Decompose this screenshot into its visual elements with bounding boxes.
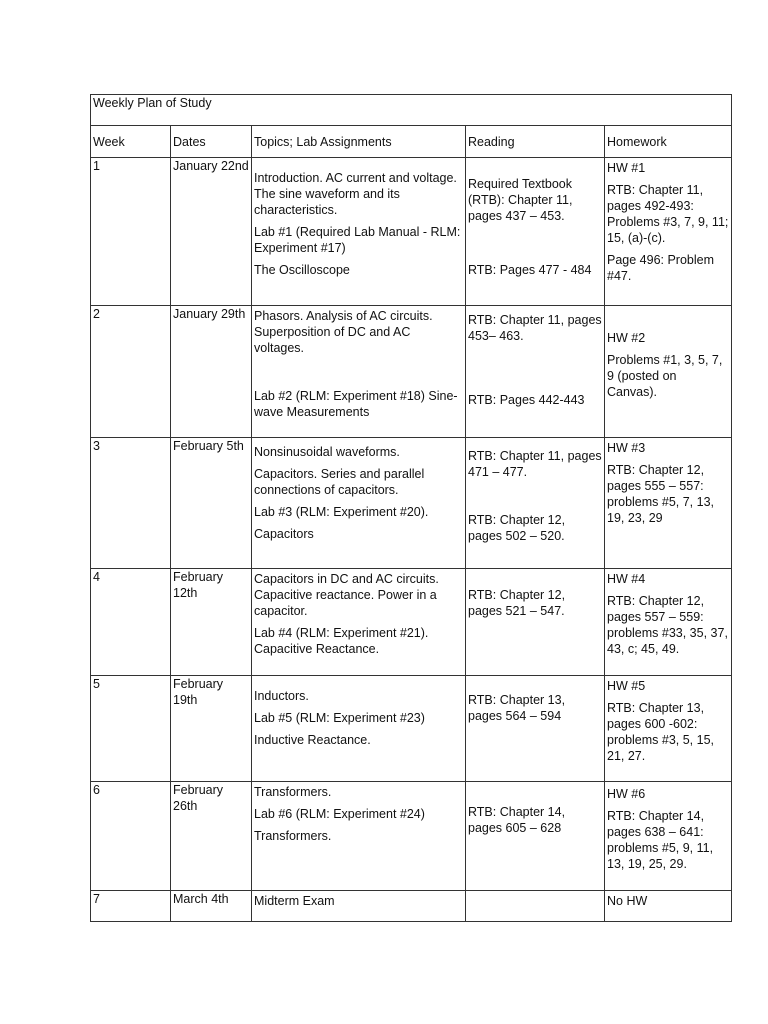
dates-cell: February 12th [171, 569, 252, 676]
homework-cell-line: HW #2 [607, 331, 646, 345]
homework-cell-line: RTB: Chapter 11, pages 492-493: Problems #3, 7, 9, 11; 15, (a)-(c). [607, 183, 729, 245]
header-row [91, 126, 732, 158]
dates-cell: January 22nd [171, 158, 252, 306]
topics-cell-content [254, 676, 463, 748]
homework-cell-line: HW #1 [607, 161, 646, 175]
reading-cell-content [468, 158, 602, 278]
homework-cell [605, 676, 732, 782]
reading-cell-content [468, 306, 602, 408]
reading-cell-line: RTB: Pages 442-443 [468, 393, 585, 407]
topics-cell-content [254, 306, 463, 420]
table-row [91, 782, 732, 891]
homework-cell-content [607, 438, 729, 526]
topics-cell-content [254, 782, 463, 844]
topics-cell [252, 569, 466, 676]
homework-cell [605, 782, 732, 891]
dates-cell: February 26th [171, 782, 252, 891]
topics-cell-line: Capacitors. Series and parallel connections of capacitors. [254, 467, 425, 497]
reading-cell-content [468, 782, 602, 836]
topics-cell [252, 891, 466, 922]
week-cell: 2 [91, 306, 171, 438]
topics-cell-line: Capacitors in DC and AC circuits. Capacitive reactance. Power in a capacitor. [254, 572, 439, 618]
homework-cell-line: RTB: Chapter 13, pages 600 -602: problems #3, 5, 15, 21, 27. [607, 701, 715, 763]
topics-cell-line: Lab #3 (RLM: Experiment #20). [254, 505, 429, 519]
header-homework: Homework [605, 126, 732, 158]
topics-cell-content [254, 438, 463, 542]
topics-cell-line: Lab #1 (Required Lab Manual - RLM: Experiment #17) [254, 225, 461, 255]
topics-cell-line: Capacitors [254, 527, 314, 541]
reading-cell-line: RTB: Chapter 14, pages 605 – 628 [468, 805, 566, 835]
homework-cell [605, 891, 732, 922]
reading-cell [466, 158, 605, 306]
topics-cell-line: Lab #6 (RLM: Experiment #24) [254, 807, 425, 821]
reading-cell-content [468, 891, 602, 893]
homework-cell-content [607, 676, 729, 764]
header-reading: Reading [466, 126, 605, 158]
homework-cell-line: HW #6 [607, 787, 646, 801]
topics-cell-line: Inductors. [254, 689, 309, 703]
topics-cell-line: Lab #4 (RLM: Experiment #21). Capacitive Reactance. [254, 626, 429, 656]
homework-cell-content [607, 891, 729, 909]
homework-cell-line: HW #3 [607, 441, 646, 455]
topics-cell-line: Lab #2 (RLM: Experiment #18) Sine-wave Measurements [254, 389, 458, 419]
table-title: Weekly Plan of Study [91, 95, 732, 126]
reading-cell-content [468, 569, 602, 619]
header-topics: Topics; Lab Assignments [252, 126, 466, 158]
homework-cell [605, 158, 732, 306]
homework-cell-line: HW #4 [607, 572, 646, 586]
reading-cell-line: RTB: Pages 477 - 484 [468, 263, 592, 277]
reading-cell [466, 676, 605, 782]
homework-cell [605, 306, 732, 438]
week-cell: 7 [91, 891, 171, 922]
homework-cell-line: RTB: Chapter 14, pages 638 – 641: problems #5, 9, 11, 13, 19, 25, 29. [607, 809, 714, 871]
topics-cell-line: Inductive Reactance. [254, 733, 371, 747]
homework-cell-line: RTB: Chapter 12, pages 555 – 557: problems #5, 7, 13, 19, 23, 29 [607, 463, 715, 525]
topics-cell-line: Phasors. Analysis of AC circuits. Superposition of DC and AC voltages. [254, 309, 433, 355]
reading-cell-line: Required Textbook (RTB): Chapter 11, pages 437 – 453. [468, 177, 573, 223]
reading-cell-line: RTB: Chapter 11, pages 471 – 477. [468, 449, 602, 479]
reading-cell [466, 306, 605, 438]
topics-cell [252, 676, 466, 782]
table-row [91, 891, 732, 922]
dates-cell: February 19th [171, 676, 252, 782]
reading-cell-line: RTB: Chapter 12, pages 502 – 520. [468, 513, 566, 543]
week-cell: 6 [91, 782, 171, 891]
header-week: Week [91, 126, 171, 158]
reading-cell-line: RTB: Chapter 12, pages 521 – 547. [468, 588, 566, 618]
topics-cell [252, 158, 466, 306]
topics-cell [252, 782, 466, 891]
week-cell: 3 [91, 438, 171, 569]
homework-cell-content [607, 782, 729, 872]
table-title-row [91, 95, 732, 126]
homework-cell-content [607, 569, 729, 657]
table-row [91, 438, 732, 569]
reading-cell [466, 782, 605, 891]
dates-cell: January 29th [171, 306, 252, 438]
topics-cell-content [254, 569, 463, 657]
reading-cell [466, 891, 605, 922]
reading-cell [466, 438, 605, 569]
homework-cell-content [607, 306, 729, 400]
homework-cell-content [607, 158, 729, 284]
homework-cell-line: RTB: Chapter 12, pages 557 – 559: problems #33, 35, 37, 43, c; 45, 49. [607, 594, 728, 656]
topics-cell-line: The Oscilloscope [254, 263, 350, 277]
dates-cell: March 4th [171, 891, 252, 922]
reading-cell-content [468, 438, 602, 544]
topics-cell-line: Transformers. [254, 829, 332, 843]
reading-cell [466, 569, 605, 676]
topics-cell-line: Nonsinusoidal waveforms. [254, 445, 400, 459]
topics-cell-line: Introduction. AC current and voltage. The sine waveform and its characteristics. [254, 171, 457, 217]
week-cell: 5 [91, 676, 171, 782]
week-cell: 1 [91, 158, 171, 306]
week-cell: 4 [91, 569, 171, 676]
homework-cell-line: Problems #1, 3, 5, 7, 9 (posted on Canvas). [607, 353, 723, 399]
reading-cell-content [468, 676, 602, 724]
homework-cell-line: HW #5 [607, 679, 646, 693]
homework-cell [605, 569, 732, 676]
homework-cell [605, 438, 732, 569]
topics-cell [252, 438, 466, 569]
reading-cell-line: RTB: Chapter 13, pages 564 – 594 [468, 693, 566, 723]
table-row [91, 158, 732, 306]
topics-cell-line: Midterm Exam [254, 894, 335, 908]
header-dates: Dates [171, 126, 252, 158]
topics-cell-content [254, 158, 463, 278]
topics-cell-content [254, 891, 463, 909]
homework-cell-line: No HW [607, 894, 648, 908]
weekly-plan-table [90, 94, 732, 922]
topics-cell-line: Transformers. [254, 785, 332, 799]
table-row [91, 306, 732, 438]
homework-cell-line: Page 496: Problem #47. [607, 253, 715, 283]
table-row [91, 569, 732, 676]
dates-cell: February 5th [171, 438, 252, 569]
topics-cell-line: Lab #5 (RLM: Experiment #23) [254, 711, 425, 725]
topics-cell [252, 306, 466, 438]
reading-cell-line: RTB: Chapter 11, pages 453– 463. [468, 313, 602, 343]
table-row [91, 676, 732, 782]
